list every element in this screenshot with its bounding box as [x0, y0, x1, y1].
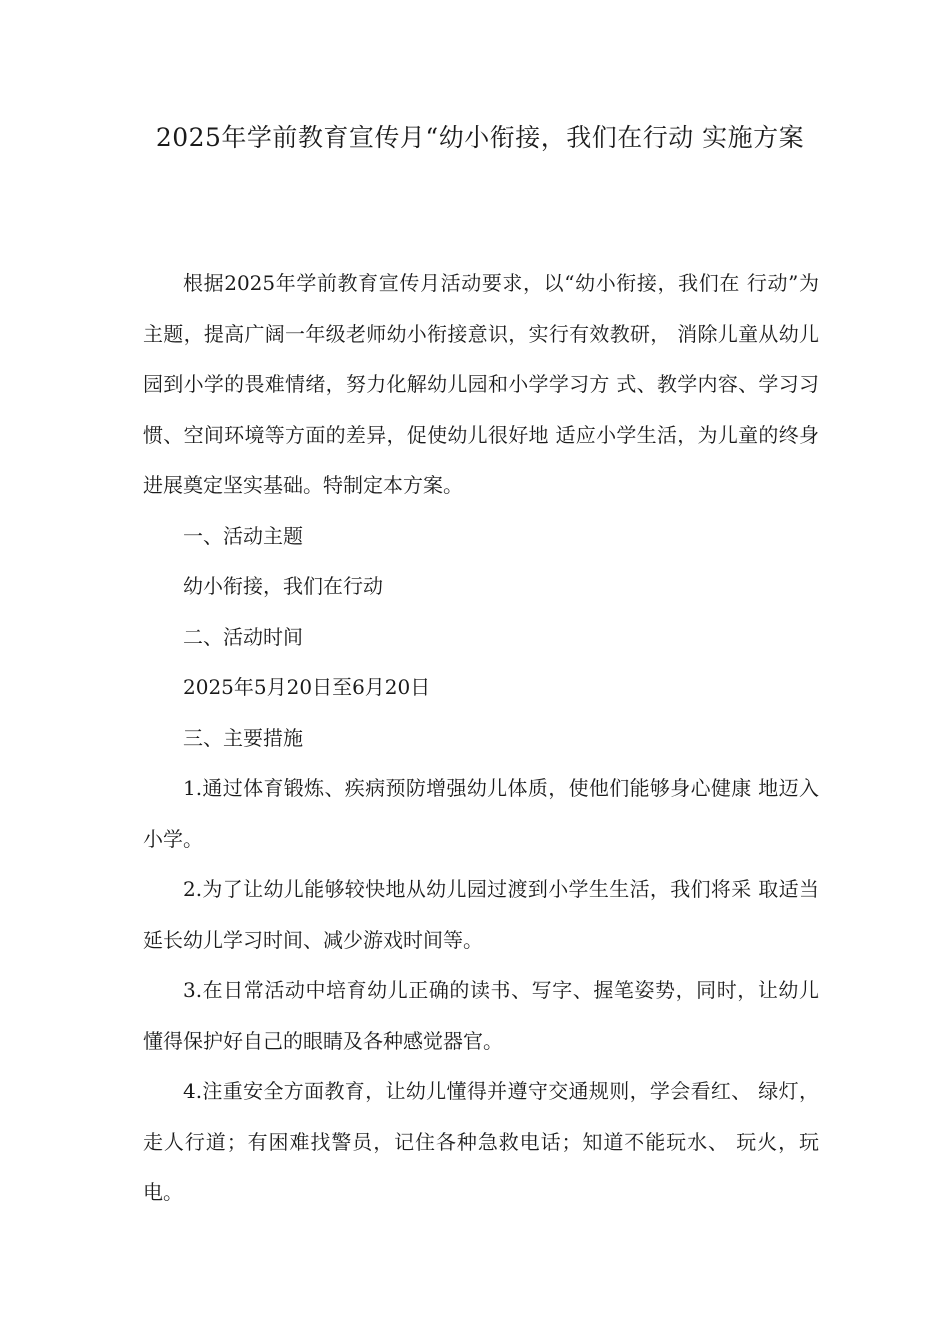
paragraph-activity-time: 2025年5月20日至6月20日	[183, 675, 431, 699]
heading-activity-theme: 一、活动主题	[183, 523, 303, 548]
document-body	[143, 258, 819, 1218]
measure-item-3: 3.在日常活动中培育幼儿正确的读书、写字、握笔姿势，同时，让幼儿懂得保护好自己的眼睛及各种感觉器官。	[143, 978, 819, 1053]
heading-main-measures: 三、主要措施	[183, 725, 303, 750]
measure-item-1: 1.通过体育锻炼、疾病预防增强幼儿体质，使他们能够身心健康 地迈入小学。	[143, 776, 819, 851]
paragraph-intro: 根据2025年学前教育宣传月活动要求，以“幼小衔接，我们在 行动”为主题，提高广阔一年级老师幼小衔接意识，实行有效教研， 消除儿童从幼儿园到小学的畏难情绪，努力化解幼儿园和小学学习方 式、教学内容、学习习惯、空间环境等方面的差异，促使幼儿很好地 适应小学生活，为儿童的终身进展奠定坚实基础。特制定本方案。	[143, 271, 819, 497]
paragraph-activity-theme: 幼小衔接，我们在行动	[183, 574, 383, 598]
heading-activity-time: 二、活动时间	[183, 624, 303, 649]
document-title: 2025年学前教育宣传月“幼小衔接，我们在行动 实施方案	[155, 123, 805, 152]
measure-item-2: 2.为了让幼儿能够较快地从幼儿园过渡到小学生生活，我们将采 取适当延长幼儿学习时间、减少游戏时间等。	[143, 877, 819, 952]
measure-item-4: 4.注重安全方面教育，让幼儿懂得并遵守交通规则，学会看红、 绿灯，走人行道；有困难找警员，记住各种急救电话；知道不能玩水、 玩火，玩电。	[143, 1079, 819, 1204]
